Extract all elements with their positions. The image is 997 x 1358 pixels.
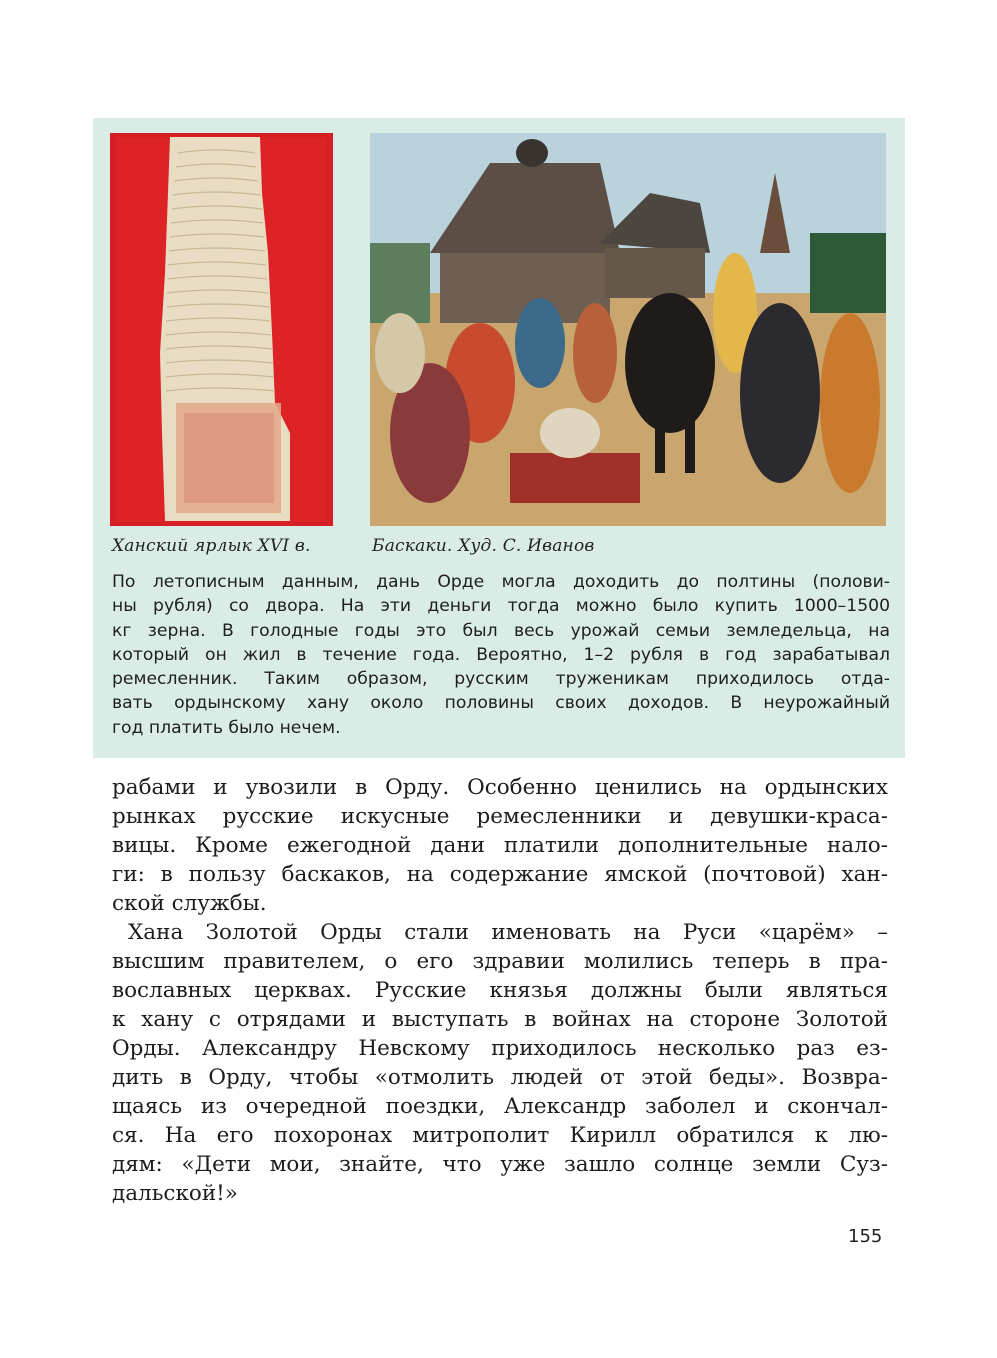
sidebar-text: [112, 570, 890, 740]
main-text-line: дить в Орду, чтобы «отмолить людей от этой беды». Возвра-: [112, 1065, 888, 1090]
sidebar-text-line: ны рубля) со двора. На эти деньги тогда можно было купить 1000–1500: [112, 596, 890, 617]
sidebar-text-line: ремесленник. Таким образом, русским труженикам приходилось отда-: [112, 669, 890, 690]
baskaki-painting-image: [370, 133, 886, 526]
main-text-line: высшим правителем, о его здравии молились теперь в пра-: [112, 949, 888, 974]
main-text-line: вославных церквах. Русские князья должны были являться: [112, 978, 888, 1003]
main-text-line: ся. На его похоронах митрополит Кирилл обратился к лю-: [112, 1123, 888, 1148]
main-text-line: Хана Золотой Орды стали именовать на Руси «царём» –: [128, 920, 888, 945]
main-text-line: к хану с отрядами и выступать в войнах на стороне Золотой: [112, 1007, 888, 1032]
main-text-line: щаясь из очередной поездки, Александр заболел и скончал-: [112, 1094, 888, 1119]
sidebar-text-line: год платить было нечем.: [112, 717, 341, 738]
main-text-line: ги: в пользу баскаков, на содержание ямской (почтовой) хан-: [112, 862, 888, 887]
main-text-line: рынках русские искусные ремесленники и девушки-краса-: [112, 804, 888, 829]
sidebar-text-line: кг зерна. В голодные годы это был весь урожай семьи земледельца, на: [112, 620, 890, 641]
sidebar-text-line: который он жил в течение года. Вероятно, 1–2 рубля в год зарабатывал: [112, 644, 890, 665]
main-text: [112, 773, 888, 1208]
main-text-line: дям: «Дети мои, знайте, что уже зашло солнце земли Суз-: [112, 1152, 888, 1177]
page-number: 155: [848, 1226, 883, 1247]
main-text-line: Орды. Александру Невскому приходилось несколько раз ез-: [112, 1036, 888, 1061]
main-text-line: дальской!»: [112, 1181, 238, 1206]
sidebar-text-line: вать ордынскому хану около половины своих доходов. В неурожайный: [112, 693, 890, 714]
yarlyk-caption: Ханский ярлык XVI в.: [112, 536, 311, 556]
khan-yarlyk-image: [110, 133, 333, 526]
main-text-line: ской службы.: [112, 891, 267, 916]
main-text-line: рабами и увозили в Орду. Особенно ценились на ордынских: [112, 775, 888, 800]
main-text-line: вицы. Кроме ежегодной дани платили дополнительные нало-: [112, 833, 888, 858]
baskaki-caption: Баскаки. Худ. С. Иванов: [372, 536, 595, 556]
sidebar-text-line: По летописным данным, дань Орде могла доходить до полтины (полови-: [112, 572, 890, 592]
